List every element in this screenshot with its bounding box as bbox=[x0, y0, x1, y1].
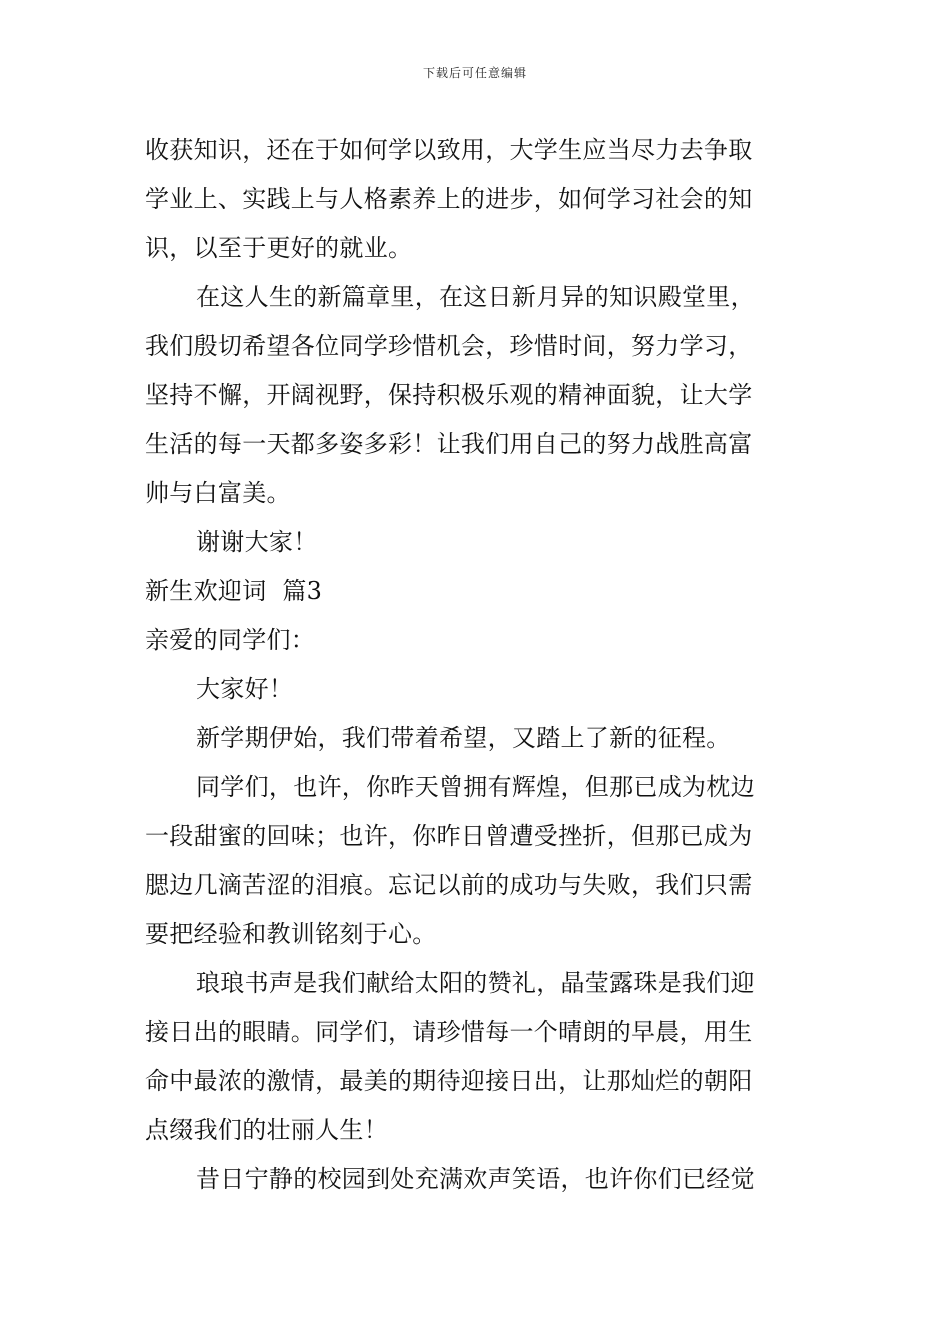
text-line: 在这人生的新篇章里，在这日新月异的知识殿堂里， bbox=[196, 283, 755, 311]
text-line: 接日出的眼睛。同学们，请珍惜每一个晴朗的早晨，用生 bbox=[145, 1018, 753, 1046]
text-line: 命中最浓的激情，最美的期待迎接日出，让那灿烂的朝阳 bbox=[145, 1067, 753, 1095]
paragraph bbox=[145, 763, 809, 959]
paragraph bbox=[145, 273, 809, 518]
text-line: 亲爱的同学们： bbox=[145, 626, 316, 654]
text-line: 我们殷切希望各位同学珍惜机会，珍惜时间，努力学习， bbox=[145, 332, 753, 360]
text-line: 点缀我们的壮丽人生！ bbox=[145, 1116, 388, 1144]
page-header bbox=[0, 64, 950, 81]
text-line: 昔日宁静的校园到处充满欢声笑语，也许你们已经觉 bbox=[196, 1165, 755, 1193]
heading-line: 新生欢迎词 篇3 bbox=[145, 577, 323, 605]
text-line: 大家好！ bbox=[196, 675, 294, 703]
text-line: 琅琅书声是我们献给太阳的赞礼，晶莹露珠是我们迎 bbox=[196, 969, 755, 997]
text-line: 生活的每一天都多姿多彩！让我们用自己的努力战胜高富 bbox=[145, 430, 753, 458]
salutation bbox=[145, 616, 809, 665]
text-line: 谢谢大家！ bbox=[196, 528, 318, 556]
text-line: 一段甜蜜的回味；也许，你昨日曾遭受挫折，但那已成为 bbox=[145, 822, 753, 850]
paragraph bbox=[145, 126, 809, 273]
paragraph bbox=[145, 959, 809, 1155]
paragraph bbox=[145, 1155, 809, 1204]
text-line: 坚持不懈，开阔视野，保持积极乐观的精神面貌，让大学 bbox=[145, 381, 753, 409]
text-line: 腮边几滴苦涩的泪痕。忘记以前的成功与失败，我们只需 bbox=[145, 871, 753, 899]
text-line: 收获知识，还在于如何学以致用，大学生应当尽力去争取 bbox=[145, 136, 753, 164]
paragraph bbox=[145, 518, 809, 567]
paragraph bbox=[145, 665, 809, 714]
text-line: 学业上、实践上与人格素养上的进步，如何学习社会的知 bbox=[145, 185, 753, 213]
document-body bbox=[145, 126, 809, 1204]
text-line: 帅与白富美。 bbox=[145, 479, 291, 507]
section-heading bbox=[145, 567, 809, 616]
header-note: 下载后可任意编辑 bbox=[422, 66, 527, 80]
paragraph bbox=[145, 714, 809, 763]
text-line: 同学们，也许，你昨天曾拥有辉煌，但那已成为枕边 bbox=[196, 773, 755, 801]
text-line: 新学期伊始，我们带着希望，又踏上了新的征程。 bbox=[196, 724, 731, 752]
text-line: 识，以至于更好的就业。 bbox=[145, 234, 413, 262]
text-line: 要把经验和教训铭刻于心。 bbox=[145, 920, 437, 948]
